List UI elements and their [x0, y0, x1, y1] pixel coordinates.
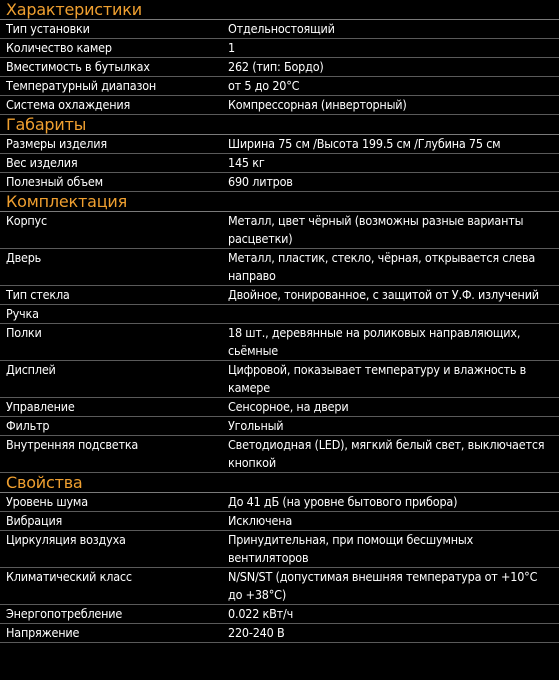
row-label: Тип установки	[6, 21, 90, 36]
row-value: Металл, цвет чёрный (возможны разные варианты расцветки)	[228, 213, 524, 246]
row-label: Размеры изделия	[6, 136, 107, 151]
row-value: Двойное, тонированное, с защитой от У.Ф. излучений	[228, 287, 539, 302]
row-value: Ширина 75 см /Высота 199.5 см /Глубина 75 см	[228, 136, 501, 151]
table-row	[0, 361, 559, 398]
table-row	[0, 531, 559, 568]
row-value: Исключена	[228, 513, 293, 528]
table-row	[0, 605, 559, 624]
table-row	[0, 624, 559, 643]
table-row	[0, 212, 559, 249]
table-row	[0, 249, 559, 286]
table-row	[0, 512, 559, 531]
row-label: Уровень шума	[6, 494, 88, 509]
row-label: Дверь	[6, 250, 42, 265]
row-value: от 5 до 20°С	[228, 78, 300, 93]
row-label: Управление	[6, 399, 75, 414]
row-label: Тип стекла	[6, 287, 70, 302]
row-value: 145 кг	[228, 155, 265, 170]
row-label: Энергопотребление	[6, 606, 123, 621]
row-label: Полки	[6, 325, 42, 340]
row-label: Циркуляция воздуха	[6, 532, 126, 547]
row-label: Корпус	[6, 213, 47, 228]
table-row	[0, 77, 559, 96]
row-label: Количество камер	[6, 40, 112, 55]
row-value: Угольный	[228, 418, 284, 433]
row-value	[228, 305, 559, 323]
table-row	[0, 58, 559, 77]
table-row	[0, 493, 559, 512]
row-value: 220-240 В	[228, 625, 285, 640]
row-label: Вибрация	[6, 513, 63, 528]
table-row	[0, 417, 559, 436]
row-label: Фильтр	[6, 418, 50, 433]
section-title-dimensions: Габариты	[0, 115, 559, 135]
row-value: Отдельностоящий	[228, 21, 335, 36]
row-label: Климатический класс	[6, 569, 132, 584]
row-value: 0.022 кВт/ч	[228, 606, 294, 621]
row-value: Светодиодная (LED), мягкий белый свет, выключается кнопкой	[228, 437, 545, 470]
row-value: 690 литров	[228, 174, 293, 189]
row-value: Принудительная, при помощи бесшумных вентиляторов	[228, 532, 474, 565]
row-value: До 41 дБ (на уровне бытового прибора)	[228, 494, 458, 509]
row-value: 18 шт., деревянные на роликовых направляющих, сьёмные	[228, 325, 521, 358]
row-label: Внутренняя подсветка	[6, 437, 139, 452]
table-row	[0, 20, 559, 39]
table-row	[0, 173, 559, 192]
section-title-characteristics: Характеристики	[0, 0, 559, 20]
table-row	[0, 154, 559, 173]
row-value: Цифровой, показывает температуру и влажность в камере	[228, 362, 527, 395]
section-title-equipment: Комплектация	[0, 192, 559, 212]
row-label: Полезный объем	[6, 174, 103, 189]
table-row	[0, 324, 559, 361]
row-label: Вес изделия	[6, 155, 78, 170]
table-row	[0, 96, 559, 115]
row-label: Температурный диапазон	[6, 78, 157, 93]
row-value: Сенсорное, на двери	[228, 399, 349, 414]
table-row	[0, 305, 559, 324]
table-row	[0, 135, 559, 154]
row-value: Компрессорная (инверторный)	[228, 97, 407, 112]
row-value: Металл, пластик, стекло, чёрная, открывается слева направо	[228, 250, 536, 283]
row-label: Ручка	[6, 306, 39, 321]
row-label: Вместимость в бутылках	[6, 59, 150, 74]
table-row	[0, 436, 559, 473]
table-row	[0, 39, 559, 58]
row-label: Напряжение	[6, 625, 80, 640]
table-row	[0, 286, 559, 305]
section-title-properties: Свойства	[0, 473, 559, 493]
row-value: 1	[228, 40, 235, 55]
table-row	[0, 568, 559, 605]
table-row	[0, 398, 559, 417]
row-label: Система охлаждения	[6, 97, 131, 112]
row-label: Дисплей	[6, 362, 56, 377]
row-value: 262 (тип: Бордо)	[228, 59, 324, 74]
row-value: N/SN/ST (допустимая внешняя температура от +10°С до +38°С)	[228, 569, 538, 602]
